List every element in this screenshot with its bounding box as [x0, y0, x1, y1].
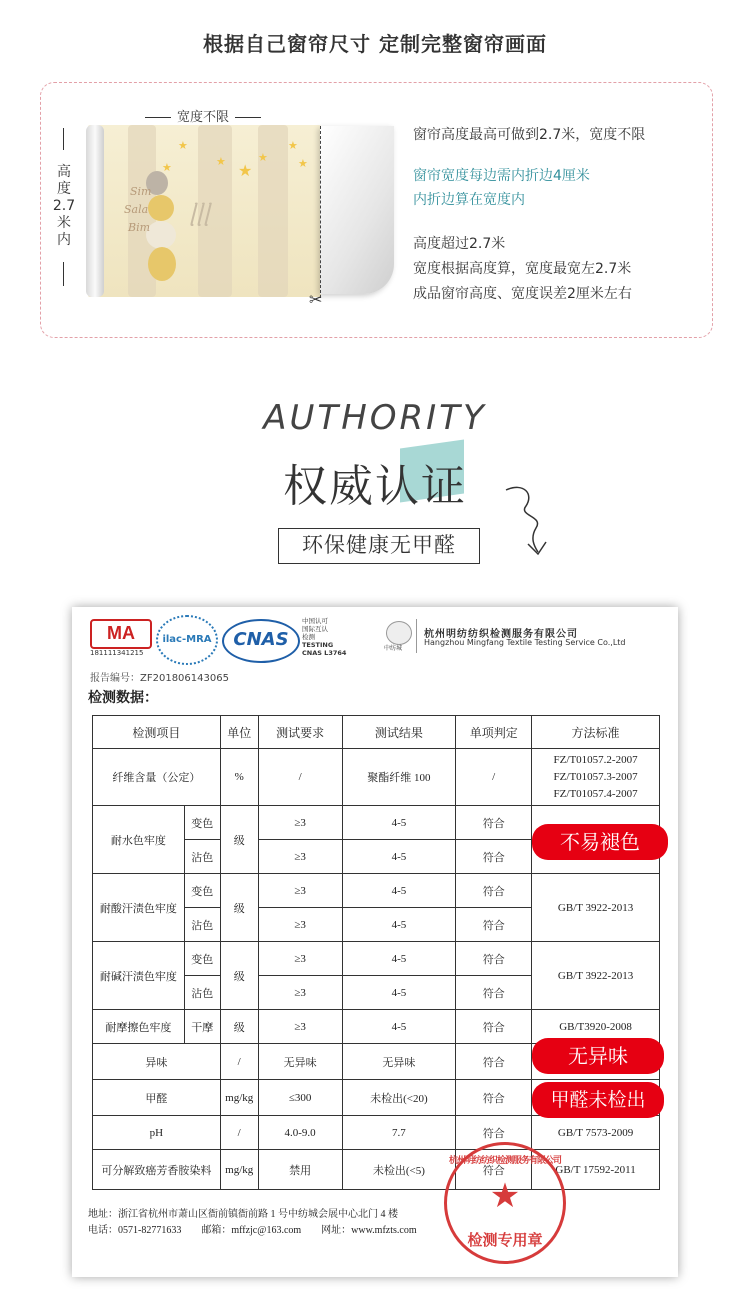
org-logo-icon [386, 621, 412, 645]
stamp-text: 检测专用章 [467, 1231, 543, 1249]
cnas-notes: 中国认可 国际互认 检测 TESTING CNAS L3764 [302, 617, 347, 657]
cnas-logo-icon: CNAS [222, 619, 300, 663]
org-name-cn: 杭州明纺纺织检测服务有限公司 [424, 629, 578, 640]
table-row: 甲醛 mg/kg ≤300 未检出(<20) 符合 [93, 1080, 660, 1116]
top-title: 根据自己窗帘尺寸 定制完整窗帘画面 [203, 32, 547, 56]
org-name-en: Hangzhou Mingfang Textile Testing Service Co.,Ltd [424, 638, 626, 647]
table-row: 沾色 ≥3 4-5 符合 [93, 908, 660, 942]
stamp-star-icon: ★ [489, 1176, 521, 1216]
ilac-logo-icon: ilac-MRA [156, 615, 218, 665]
table-row: 可分解致癌芳香胺染料 mg/kg 禁用 未检出(<5) 符合 GB/T 17592-2011 [93, 1150, 660, 1190]
curtain-roll [86, 125, 104, 297]
info-width-rule: 宽度根据高度算，宽度最宽左2.7米 [413, 261, 632, 277]
eco-label: 环保健康无甲醛 [278, 528, 480, 564]
scissors-icon: ✂ [309, 290, 323, 309]
info-fold-edge: 窗帘宽度每边需内折边4厘米 [413, 168, 590, 184]
cma-logo-icon: MA [90, 619, 152, 649]
authority-title-cn: 权威认证 [283, 461, 467, 512]
tag-no-odor: 无异味 [532, 1038, 664, 1074]
curtain-sample-image: ★ ★ ★ ★ ★ ★ ★ Sim Sala Bim ᥣᥣᥣ [88, 125, 321, 297]
table-row: 耐摩擦色牢度 干摩 级 ≥3 4-5 符合 GB/T3920-2008 [93, 1010, 660, 1044]
table-row: 耐碱汗渍色牢度 变色 级 ≥3 4-5 符合 GB/T 3922-2013 [93, 942, 660, 976]
info-tolerance: 成品窗帘高度、宽度误差2厘米左右 [413, 286, 632, 302]
table-row: 沾色 ≥3 4-5 符合 [93, 976, 660, 1010]
table-row: 耐酸汗渍色牢度 变色 级 ≥3 4-5 符合 GB/T 3922-2013 [93, 874, 660, 908]
stamp-ring-text: 杭州明纺纺织检测服务有限公司 [448, 1156, 561, 1166]
cartoon-text-2: Sala [124, 203, 149, 216]
curly-arrow-icon [504, 482, 552, 558]
table-header: 检测项目 单位 测试要求 测试结果 单项判定 方法标准 [93, 716, 660, 749]
width-label [118, 106, 288, 125]
tag-colorfast: 不易褪色 [532, 824, 668, 860]
tag-no-formaldehyde: 甲醛未检出 [532, 1082, 664, 1118]
test-report [72, 607, 678, 1277]
height-label: 高 度 2.7 米 内 [52, 164, 76, 248]
report-number: 报告编号：ZF201806143065 [90, 673, 229, 684]
test-data-table [92, 715, 660, 1190]
table-row: 异味 / 无异味 无异味 符合 [93, 1044, 660, 1080]
org-logo-text: 中纺城 [384, 645, 403, 652]
height-arrow-bottom-icon [63, 262, 64, 286]
info-max-size: 窗帘高度最高可做到2.7米，宽度不限 [413, 127, 646, 143]
cartoon-text-1: Sim [130, 185, 152, 198]
authority-title-en: AUTHORITY [263, 398, 487, 438]
report-contact: 电话：0571-82771633 邮箱：mffzjc@163.com 网址：www.mfzts.com [88, 1225, 417, 1236]
table-row: 耐水色牢度 变色 级 ≥3 4-5 符合 [93, 806, 660, 840]
width-arrow-left-icon [145, 117, 171, 118]
cartoon-text-3: Bim [128, 221, 151, 234]
info-fold-included: 内折边算在宽度内 [413, 192, 525, 208]
table-row: 沾色 ≥3 4-5 符合 [93, 840, 660, 874]
official-stamp [444, 1142, 566, 1264]
section-title: 检测数据： [88, 690, 158, 706]
cma-code: 181111341215 [90, 649, 144, 657]
curtain-peel-corner [320, 126, 394, 294]
cut-line [320, 126, 321, 298]
report-address: 地址：浙江省杭州市萧山区衙前镇衙前路 1 号中纺城会展中心北门 4 楼 [88, 1209, 398, 1220]
height-arrow-top-icon [63, 128, 64, 150]
width-label-text: 宽度不限 [176, 110, 229, 125]
table-row: pH / 4.0-9.0 7.7 符合 GB/T 7573-2009 [93, 1116, 660, 1150]
width-arrow-right-icon [235, 117, 261, 118]
table-row: 纤维含量（公定） % / 聚酯纤维 100 / FZ/T01057.2-2007 FZ/T01057.3-2007 FZ/T01057.4-2007 [93, 749, 660, 806]
info-over-height: 高度超过2.7米 [413, 236, 506, 252]
